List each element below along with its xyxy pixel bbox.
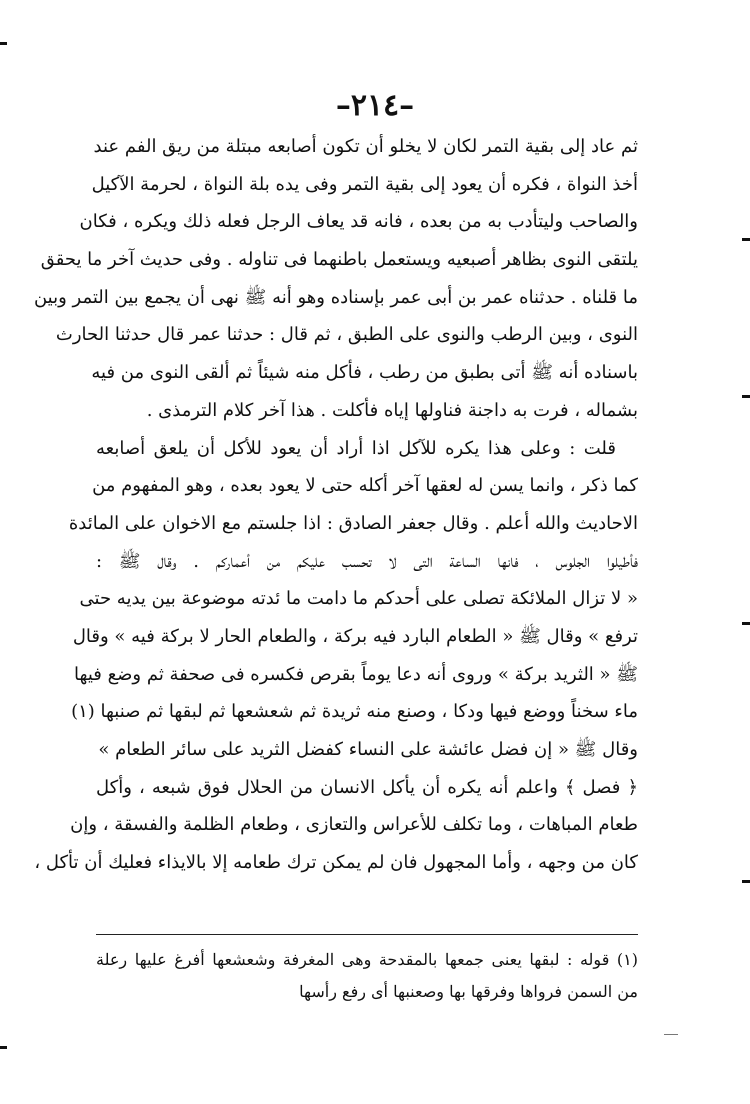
text-line: ماء سخناً ووضع فيها ودكا ، وصنع منه ثريدة ثم شعشعها ثم لبقها ثم صنبها (١) bbox=[71, 701, 638, 723]
text-line: فأطيلوا الجلوس ، فانها الساعة التى لا تحسب عليكم من أعماركم . وقال ﷺ : bbox=[96, 550, 638, 572]
text-line: قلت : وعلى هذا يكره للآكل اذا أراد أن يعود للأكل أن يلعق أصابعه bbox=[96, 437, 616, 459]
text-line: كان من وجهه ، وأما المجهول فان لم يمكن ترك طعامه إلا بالايذاء فعليك أن تأكل ، bbox=[34, 852, 638, 874]
scan-mark bbox=[742, 880, 750, 883]
text-line: ترفع » وقال ﷺ « الطعام البارد فيه بركة ، والطعام الحار لا بركة فيه » وقال bbox=[72, 625, 638, 647]
scan-dash bbox=[664, 1034, 678, 1035]
text-line: الاحاديث والله أعلم . وقال جعفر الصادق : اذا جلستم مع الاخوان على المائدة bbox=[68, 512, 638, 534]
text-line: والصاحب وليتأدب به من بعده ، فانه قد يعاف الرجل فعله ذلك ويكره ، فكان bbox=[79, 211, 638, 233]
text-line: باسناده أنه ﷺ أتى بطبق من رطب ، فأكل منه شيئاً ثم ألقى النوى من فيه bbox=[91, 362, 638, 384]
text-line: بشماله ، فرت به داجنة فناولها إياه فأكلت . هذا آخر كلام الترمذى . bbox=[146, 399, 638, 421]
text-line: ﷺ « الثريد بركة » وروى أنه دعا يوماً بقرص فكسره فى صحفة ثم وضع فيها bbox=[74, 663, 638, 685]
text-line: ما قلناه . حدثناه عمر بن أبى عمر بإسناده وهو أنه ﷺ نهى أن يجمع بين التمر وبين bbox=[33, 286, 638, 308]
text-line: أخذ النواة ، فكره أن يعود إلى بقية التمر وفى يده بلة النواة ، لحرمة الآكيل bbox=[91, 173, 638, 195]
text-line: ﴿ فصل ﴾ واعلم أنه يكره أن يأكل الانسان من الحلال فوق شبعه ، وأكل bbox=[96, 776, 638, 798]
text-line: طعام المباهات ، وما تكلف للأعراس والتعازى ، وطعام الظلمة والفسقة ، وإن bbox=[70, 814, 638, 836]
scan-mark bbox=[0, 42, 7, 45]
scan-mark bbox=[742, 622, 750, 625]
text-line: يلتقى النوى بظاهر أصبعيه ويستعمل باطنهما فى تناوله . وفى حديث آخر ما يحقق bbox=[40, 249, 638, 271]
scan-mark bbox=[742, 395, 750, 398]
footnote-line: من السمن فرواها وفرقها بها وصعنبها أى رفع رأسها bbox=[299, 982, 638, 1001]
scan-mark bbox=[0, 1046, 7, 1049]
footnote bbox=[96, 944, 638, 1008]
page-number: –٢١٤– bbox=[335, 88, 415, 123]
text-line: « لا تزال الملائكة تصلى على أحدكم ما دامت ما ئدته موضوعة بين يديه حتى bbox=[79, 588, 638, 610]
footnote-divider bbox=[96, 934, 638, 935]
text-line: النوى ، وبين الرطب والنوى على الطبق ، ثم قال : حدثنا عمر قال حدثنا الحارث bbox=[55, 324, 638, 346]
scan-mark bbox=[742, 238, 750, 241]
footnote-line: (١) قوله : لبقها يعنى جمعها بالمقدحة وهى المغرفة وشعشعها أفرغ عليها رعلة bbox=[96, 950, 638, 969]
text-line: ثم عاد إلى بقية التمر لكان لا يخلو أن تكون أصابعه مبتلة من ريق الفم عند bbox=[93, 136, 638, 157]
text-line: كما ذكر ، وانما يسن له لعقها آخر أكله حتى لا يعود بعده ، وهو المفهوم من bbox=[92, 475, 638, 497]
text-line: وقال ﷺ « إن فضل عائشة على النساء كفضل الثريد على سائر الطعام » bbox=[98, 739, 638, 760]
main-text bbox=[33, 128, 638, 882]
